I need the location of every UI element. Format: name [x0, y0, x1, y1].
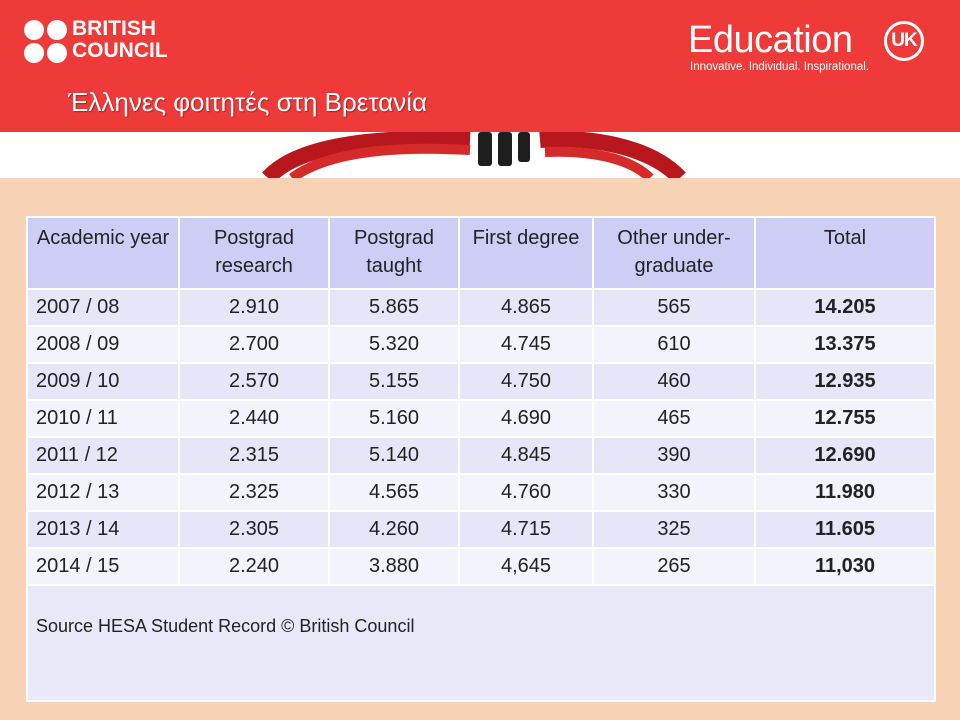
cell-other-undergraduate: 565 — [593, 289, 755, 326]
cell-total: 11.605 — [755, 511, 935, 548]
cell-first-degree: 4.745 — [459, 326, 593, 363]
cell-first-degree: 4.690 — [459, 400, 593, 437]
cell-postgrad-research: 2.910 — [179, 289, 329, 326]
cell-total: 13.375 — [755, 326, 935, 363]
cell-postgrad-taught: 3.880 — [329, 548, 459, 585]
cell-first-degree: 4.750 — [459, 363, 593, 400]
table-footer-row — [27, 585, 935, 701]
cell-other-undergraduate: 390 — [593, 437, 755, 474]
cell-other-undergraduate: 265 — [593, 548, 755, 585]
table-row — [27, 474, 935, 511]
cell-academic-year: 2012 / 13 — [27, 474, 179, 511]
table-row — [27, 400, 935, 437]
cell-first-degree: 4,645 — [459, 548, 593, 585]
cell-postgrad-taught: 5.320 — [329, 326, 459, 363]
cell-other-undergraduate: 330 — [593, 474, 755, 511]
uk-badge-icon: UK — [884, 21, 924, 61]
cell-postgrad-taught: 4.565 — [329, 474, 459, 511]
cell-postgrad-taught: 5.865 — [329, 289, 459, 326]
cell-postgrad-research: 2.440 — [179, 400, 329, 437]
column-header-other-undergraduate: Other under-graduate — [593, 217, 755, 289]
cell-other-undergraduate: 465 — [593, 400, 755, 437]
british-council-dots-icon — [24, 20, 68, 64]
source-note: Source HESA Student Record © British Council — [27, 585, 935, 701]
cell-postgrad-research: 2.240 — [179, 548, 329, 585]
cell-postgrad-research: 2.325 — [179, 474, 329, 511]
cell-postgrad-taught: 4.260 — [329, 511, 459, 548]
cell-academic-year: 2014 / 15 — [27, 548, 179, 585]
table-row — [27, 363, 935, 400]
cell-total: 14.205 — [755, 289, 935, 326]
cell-academic-year: 2010 / 11 — [27, 400, 179, 437]
education-wordmark: Education — [688, 19, 853, 61]
cell-first-degree: 4.845 — [459, 437, 593, 474]
column-header-first-degree: First degree — [459, 217, 593, 289]
british-council-wordmark: BRITISH COUNCIL — [72, 17, 168, 62]
header-banner — [0, 0, 960, 132]
cell-academic-year: 2008 / 09 — [27, 326, 179, 363]
education-tagline: Innovative. Individual. Inspirational. — [690, 61, 869, 73]
cell-postgrad-research: 2.570 — [179, 363, 329, 400]
cell-total: 12.690 — [755, 437, 935, 474]
slide-title: Έλληνες φοιτητές στη Βρετανία — [68, 87, 428, 117]
table-row — [27, 437, 935, 474]
cell-total: 12.755 — [755, 400, 935, 437]
british-council-logo — [24, 18, 194, 66]
cell-postgrad-taught: 5.155 — [329, 363, 459, 400]
cell-total: 12.935 — [755, 363, 935, 400]
cell-other-undergraduate: 610 — [593, 326, 755, 363]
table-row — [27, 326, 935, 363]
cell-total: 11.980 — [755, 474, 935, 511]
cell-academic-year: 2007 / 08 — [27, 289, 179, 326]
cell-first-degree: 4.760 — [459, 474, 593, 511]
column-header-postgrad-taught: Postgrad taught — [329, 217, 459, 289]
cell-other-undergraduate: 325 — [593, 511, 755, 548]
cell-first-degree: 4.715 — [459, 511, 593, 548]
cell-postgrad-research: 2.700 — [179, 326, 329, 363]
greek-students-table — [26, 216, 936, 702]
cell-postgrad-research: 2.305 — [179, 511, 329, 548]
column-header-total: Total — [755, 217, 935, 289]
education-uk-logo — [688, 18, 940, 78]
column-header-academic-year: Academic year — [27, 217, 179, 289]
cell-academic-year: 2013 / 14 — [27, 511, 179, 548]
red-ribbon-decoration-icon — [0, 132, 960, 178]
cell-postgrad-taught: 5.140 — [329, 437, 459, 474]
cell-postgrad-taught: 5.160 — [329, 400, 459, 437]
cell-academic-year: 2011 / 12 — [27, 437, 179, 474]
column-header-postgrad-research: Postgrad research — [179, 217, 329, 289]
cell-postgrad-research: 2.315 — [179, 437, 329, 474]
cell-first-degree: 4.865 — [459, 289, 593, 326]
table-row — [27, 289, 935, 326]
table-row — [27, 511, 935, 548]
table-row — [27, 548, 935, 585]
table-header-row — [27, 217, 935, 289]
cell-total: 11,030 — [755, 548, 935, 585]
cell-academic-year: 2009 / 10 — [27, 363, 179, 400]
cell-other-undergraduate: 460 — [593, 363, 755, 400]
